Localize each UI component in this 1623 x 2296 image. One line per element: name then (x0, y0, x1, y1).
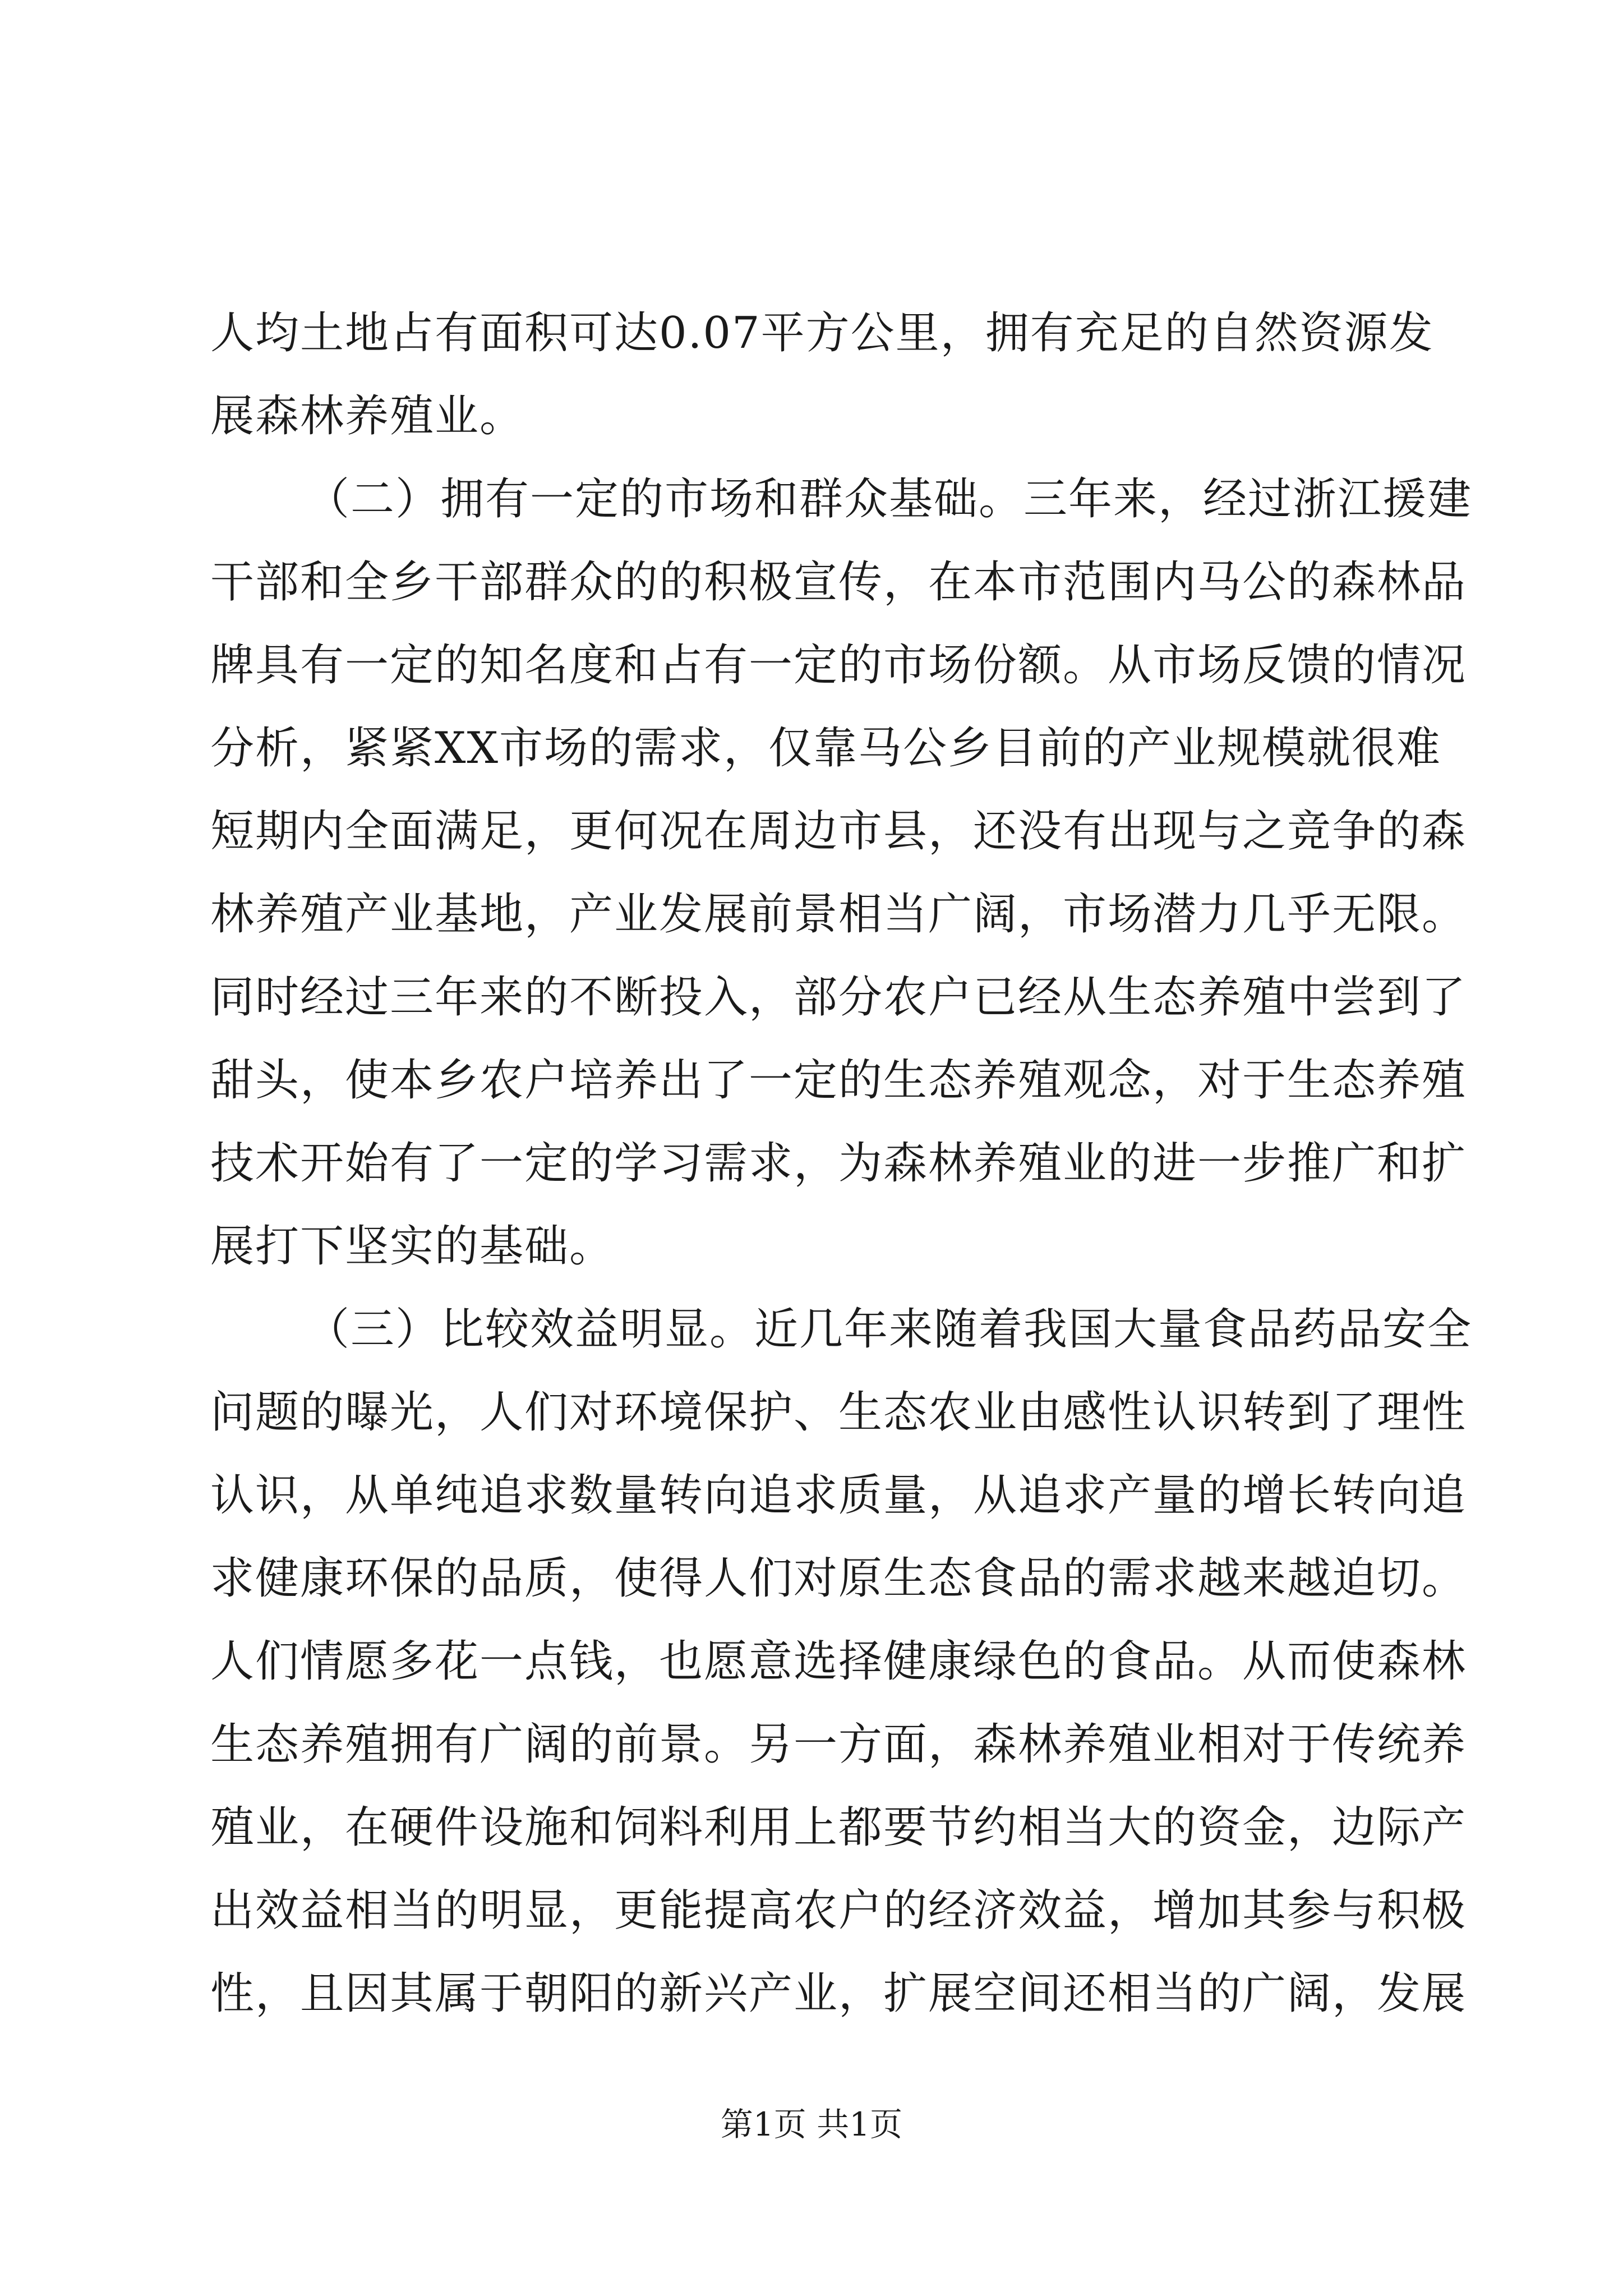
paragraph-heading-line: （三）比较效益明显。近几年来随着我国大量食品药品安全 (306, 1304, 1473, 1355)
text-line: 牌具有一定的知名度和占有一定的市场份额。从市场反馈的情况 (210, 640, 1467, 691)
text-line: 出效益相当的明显，更能提高农户的经济效益，增加其参与积极 (210, 1885, 1467, 1936)
paragraph-heading-line: （二）拥有一定的市场和群众基础。三年来，经过浙江援建 (306, 474, 1473, 524)
text-line: 认识，从单纯追求数量转向追求质量，从追求产量的增长转向追 (210, 1470, 1467, 1521)
text-line: 甜头，使本乡农户培养出了一定的生态养殖观念，对于生态养殖 (210, 1055, 1467, 1106)
text-line: 同时经过三年来的不断投入，部分农户已经从生态养殖中尝到了 (210, 972, 1467, 1023)
page-footer: 第1页 共1页 (720, 2105, 903, 2143)
text-line: 殖业，在硬件设施和饲料利用上都要节约相当大的资金，边际产 (210, 1802, 1467, 1853)
text-line: 林养殖产业基地，产业发展前景相当广阔，市场潜力几乎无限。 (210, 889, 1467, 940)
text-line: 求健康环保的品质，使得人们对原生态食品的需求越来越迫切。 (210, 1553, 1467, 1604)
text-line: 生态养殖拥有广阔的前景。另一方面，森林养殖业相对于传统养 (210, 1719, 1467, 1770)
text-line: 技术开始有了一定的学习需求，为森林养殖业的进一步推广和扩 (210, 1138, 1467, 1189)
text-line: 问题的曝光，人们对环境保护、生态农业由感性认识转到了理性 (210, 1387, 1467, 1438)
text-line: 干部和全乡干部群众的的积极宣传，在本市范围内马公的森林品 (210, 557, 1467, 608)
text-line: 分析，紧紧XX市场的需求，仅靠马公乡目前的产业规模就很难 (210, 723, 1442, 774)
text-line: 展打下坚实的基础。 (210, 1221, 615, 1272)
text-line: 展森林养殖业。 (210, 391, 525, 441)
text-line: 人们情愿多花一点钱，也愿意选择健康绿色的食品。从而使森林 (210, 1636, 1467, 1687)
text-line: 人均土地占有面积可达0.07平方公里，拥有充足的自然资源发 (210, 308, 1434, 358)
text-line: 短期内全面满足，更何况在周边市县，还没有出现与之竞争的森 (210, 806, 1467, 857)
body-text (210, 292, 1473, 2035)
text-line: 性，且因其属于朝阳的新兴产业，扩展空间还相当的广阔，发展 (210, 1968, 1467, 2019)
